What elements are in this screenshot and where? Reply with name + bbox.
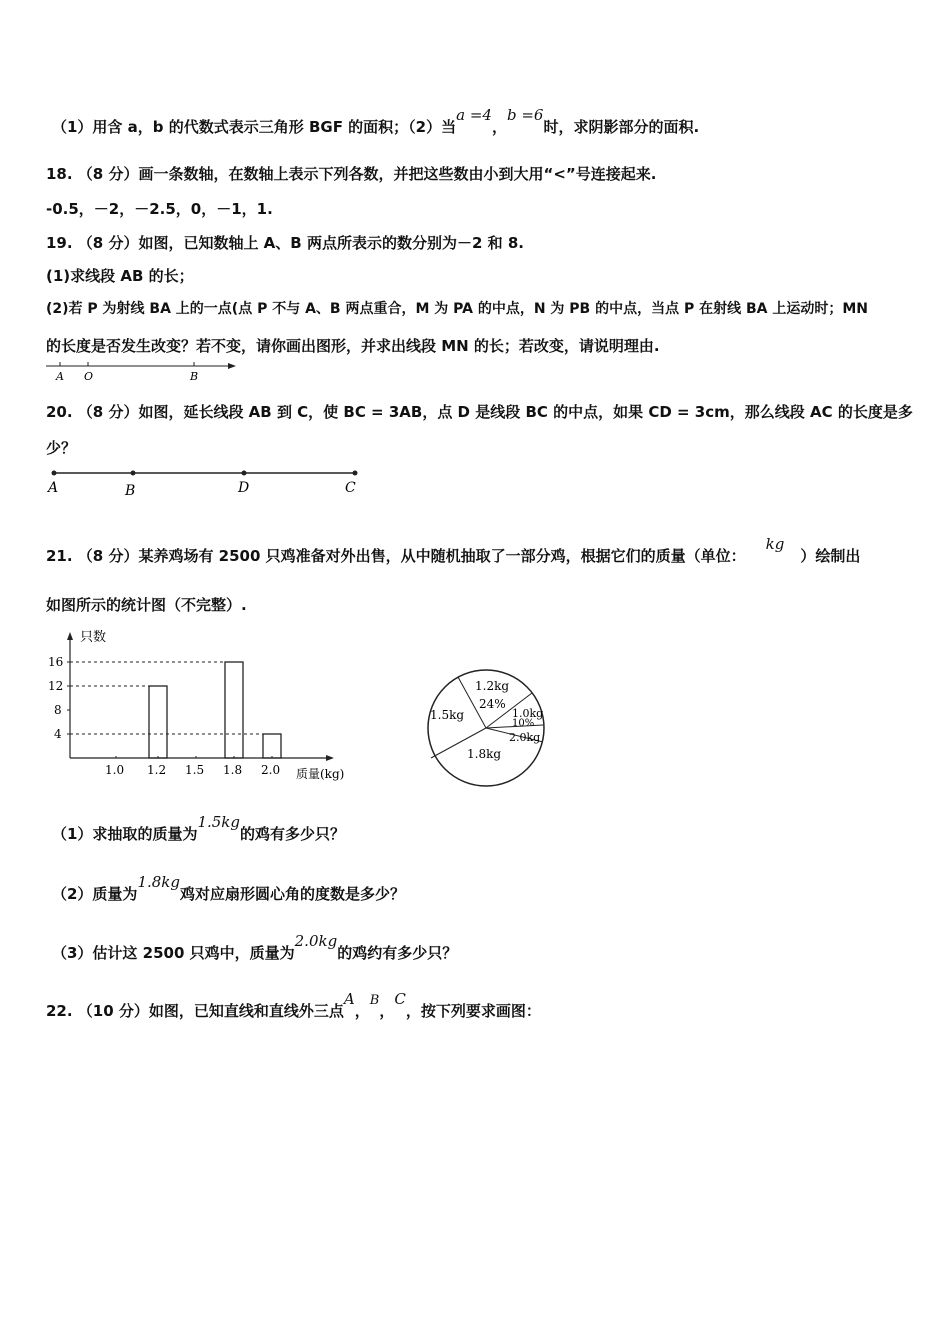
pie-chart [420,664,550,794]
pie-label-2-0kg: 2.0kg [509,731,541,744]
x-tick-label: 1.0 [105,763,125,777]
pie-percent-10: 10% [512,718,535,729]
x-tick-label: 1.5 [185,763,205,777]
bar [149,686,167,758]
q19-stem: 19. （8 分）如图，已知数轴上 A、B 两点所表示的数分别为－2 和 8. [46,234,524,252]
q20-label-a: A [48,480,59,496]
x-axis-label: 质量(kg) [296,767,345,781]
q21-stem-b: 如图所示的统计图（不完整）. [46,596,247,614]
q19-part2b: 的长度是否发生改变？若不变，请你画出图形，并求出线段 MN 的长；若改变，请说明理由. [46,337,660,355]
q20-stem-b: 少？ [46,439,77,457]
q21-sub2 [52,873,406,904]
q19-label-o: O [84,370,94,383]
x-axis-arrow [326,755,334,761]
q21-sub1-math: 1.5kg [197,813,240,831]
q17-comma: ， [491,118,507,136]
q17-part1: （1）用含 a，b 的代数式表示三角形 BGF 的面积；（2）当 [52,118,457,136]
pie-label-1-5kg: 1.5kg [430,708,465,722]
q17-b-value: b =6 [506,106,544,124]
pie-percent-24: 24% [479,697,506,711]
q17-line [52,106,700,137]
q21-sub3-math: 2.0kg [294,932,338,950]
y-tick-label: 16 [48,655,64,669]
q19-label-a: A [56,370,64,383]
q21-unit: kg [765,535,785,553]
pie-label-1-0kg: 1.0kg [512,707,544,720]
q21-sub3 [52,932,458,963]
bar [263,734,281,758]
q21-sub2-post: 鸡对应扇形圆心角的度数是多少？ [180,885,406,903]
bar [225,662,243,758]
y-tick-label: 12 [48,679,64,693]
q22-stem [46,990,541,1021]
q22-sep-2: ， [379,1002,395,1020]
y-tick-label: 8 [54,703,62,717]
q19-part2a: (2)若 P 为射线 BA 上的一点(点 P 不与 A、B 两点重合，M 为 PA 的中点，N 为 PB 的中点，当点 P 在射线 BA 上运动时；MN [46,301,869,317]
q21-sub2-pre: （2）质量为 [52,885,138,903]
q20-label-d: D [238,480,250,496]
q22-sep-1: ， [354,1002,370,1020]
q21-stem-text: 21. （8 分）某养鸡场有 2500 只鸡准备对外出售，从中随机抽取了一部分鸡，根据它们的质量（单位： [46,547,746,565]
bar-chart [44,626,374,786]
q22-point-b: B [369,993,380,1008]
q21-sub3-post: 的鸡约有多少只？ [337,944,458,962]
q22-point-c: C [394,990,406,1008]
q22-point-a: A [343,990,355,1008]
q21-sub1-pre: （1）求抽取的质量为 [52,825,198,843]
q20-segment-figure [44,464,364,500]
q17-tail: 时，求阴影部分的面积. [543,118,700,136]
q21-sub1 [52,813,346,844]
pie-label-1-8kg: 1.8kg [467,747,502,761]
q20-label-c: C [345,480,356,496]
x-tick-label: 1.8 [223,763,243,777]
x-tick-label: 2.0 [261,763,281,777]
q21-sub1-post: 的鸡有多少只？ [240,825,346,843]
q21-sub3-pre: （3）估计这 2500 只鸡中，质量为 [52,944,295,962]
q21-stem-end: ）绘制出 [800,547,861,565]
y-tick-label: 4 [54,727,62,741]
q19-part1: (1)求线段 AB 的长； [46,267,194,285]
q18-stem: 18. （8 分）画一条数轴，在数轴上表示下列各数，并把这些数由小到大用“<”号连接起来. [46,165,657,183]
y-axis-label: 只数 [80,630,107,645]
y-axis-arrow [67,632,73,640]
q17-a-value: a =4 [456,106,492,124]
q19-label-b: B [190,370,199,383]
q21-stem-a [46,535,861,566]
q18-numbers: -0.5，－2，－2.5，0，－1，1. [46,200,273,218]
q21-sub2-math: 1.8kg [137,873,180,891]
q22-stem-pre: 22. （10 分）如图，已知直线和直线外三点 [46,1002,344,1020]
pie-label-1-2kg: 1.2kg [475,679,510,693]
q20-stem-a: 20. （8 分）如图，延长线段 AB 到 C，使 BC = 3AB，点 D 是线段 BC 的中点，如果 CD = 3cm，那么线段 AC 的长度是多 [46,403,913,421]
q19-number-line [44,358,244,384]
q20-label-b: B [125,483,136,499]
q22-stem-post: ，按下列要求画图： [405,1002,541,1020]
x-tick-label: 1.2 [147,763,167,777]
